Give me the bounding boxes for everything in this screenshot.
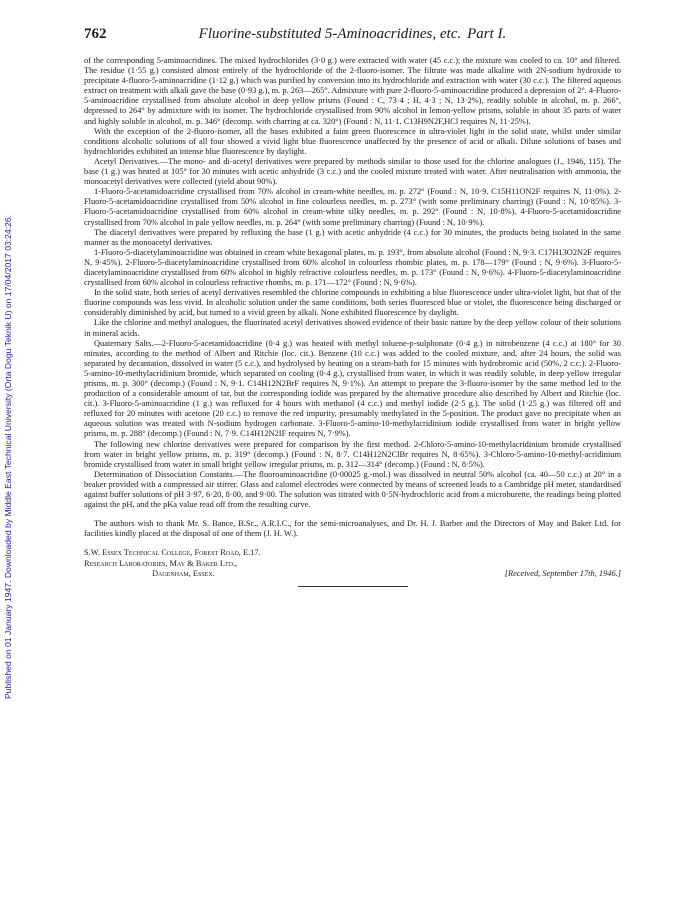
running-header [84,26,621,52]
paragraph: With the exception of the 2-fluoro-isomer, all the bases exhibited a faint green fluorescence in ultra-violet light in the solid state, whilst under similar conditions alcoholic solutions of all four showed a vivid light blue fluorescence unaffected by the presence of acid or alkali. Dilute solutions of bases and hydrochlorides exhibited an intense blue fluorescence by daylight. [84,126,621,156]
end-divider [298,586,408,587]
address-town: Dagenham, Essex. [152,569,215,578]
article-title: Fluorine-substituted 5-Aminoacridines, etc. [198,26,462,42]
paragraph: Acetyl Derivatives.—The mono- and di-acetyl derivatives were prepared by methods similar to those used for the chlorine analogues (J., 1946, 115). The base (1 g.) was heated at 105° for 30 minutes with acetic anhydride (3 c.c.) and the cooled mixture treated with water. After neutralisation with ammonia, the monoacetyl derivatives were collected (yield about 90%). [84,156,621,187]
paragraph: The following new chlorine derivatives were prepared for comparison by the first method. 2-Chloro-5-amino-10-methylacridinium bromide crystallised from water in bright yellow prisms, m. p. 319° (decomp.) (Found : N, 8·7. C14H12N2ClBr requires N, 8·65%). 3-Chloro-5-amino-10-methyl-acridinium bromide crystallised from water in small bright yellow irregular prisms, m. p. 312—314° (decomp.) (Found : N, 8·5%). [84,439,621,469]
address-line [84,548,621,558]
article-part: Part I. [467,26,507,42]
paragraph: Like the chlorine and methyl analogues, the fluorinated acetyl derivatives showed evidence of their basic nature by the deep yellow colour of their solutions in mineral acids. [84,318,621,338]
running-title [136,26,621,43]
download-notice: Published on 01 January 1947. Downloaded by Middle East Technical University (Orta Dogu Teknik U) on 17/04/2017 03:24:26. [3,214,13,699]
paragraph: 1-Fluoro-5-acetamidoacridine crystallised from 70% alcohol in cream-white needles, m. p. 272° (Found : N, 10·9. C15H11ON2F requires N, 11·0%). 2-Fluoro-5-acetamidoacridine crystallised from 50% alcohol in fine colourless needles, m. p. 273° (with some preliminary charring) (Found : N, 10·85%). 3-Fluoro-5-acetamidoacridine crystallised from 60% alcohol in cream-white silky needles, m. p. 292° (Found : N, 10·8%). 4-Fluoro-5-acetamidoacridine crystallised from 70% alcohol in pale yellow needles, m. p. 264° (with some preliminary charring) (Found : N, 10·9%). [84,187,621,227]
address-college: S.W. Essex Technical College, Forest Road, E.17. [84,548,261,558]
paragraph: of the corresponding 5-aminoacridines. The mixed hydrochlorides (3·0 g.) were extracted with water (45 c.c.); the mixture was cooled to ca. 10° and filtered. The residue (1·55 g.) consisted almost entirely of the hydrochloride of the 2-fluoro-isomer. The filtrate was made alkaline with 2N-sodium hydroxide to precipitate 4-fluoro-5-aminoacridine (1·12 g.) which was purified by conversion into its hydrochloride and extraction with water (30 c.c.). The filtered aqueous extract on treatment with alkali gave the base (0·93 g.), m. p. 263—265°. Admixture with pure 2-fluoro-5-aminoacridine produced a depression of 2°. 4-Fluoro-5-aminoacridine crystallised from absolute alcohol in deep yellow prisms (Found : C, 73·4 ; H, 4·3 ; N, 13·2%), readily soluble in alcohol, m. p. 266°, depressed to 264° by admixture with its isomer. The hydrochloride crystallised from 90% alcohol in lemon-yellow prisms, soluble in about 35 parts of water and highly soluble in alcohol, m. p. 346° (decomp. with charring at ca. 320°) (Found : N, 11·1. C13H9N2F,HCl requires N, 11·25%). [84,56,621,126]
address-line [84,569,621,579]
address-line [84,559,621,569]
paragraph: Determination of Dissociation Constants.—The fluoroaminoacridine (0·00025 g.-mol.) was dissolved in neutral 50% alcohol (ca. 40—50 c.c.) at 20° in a beaker provided with a compressed air stirrer. Glass and calomel electrodes were connected by means of screened leads to a Cambridge pH meter, standardised against buffer solutions of pH 3·97, 6·20, 8·00, and 9·00. The solution was titrated with 0·5N-hydrochloric acid from a microburette, the readings being plotted against the pH, and the pKa value read off from the resulting curve. [84,469,621,510]
page-number: 762 [84,26,107,42]
author-address [84,548,621,579]
paragraph: In the solid state, both series of acetyl derivatives resembled the chlorine compounds in exhibiting a blue fluorescence under ultra-violet light, but that of the fluorine compounds was less vivid. In alcoholic solution under the same conditions, both series fluoresced blue or violet, the fluorescence being discharged or considerably diminished by acid, but turned to a vivid green by alkali. None exhibited fluorescence by daylight. [84,288,621,318]
journal-page [84,26,621,587]
paragraph: Quaternary Salts.—2-Fluoro-5-acetamidoacridine (0·4 g.) was heated with methyl toluene-p-sulphonate (0·4 g.) in nitrobenzene (4 c.c.) at 180° for 30 minutes, according to the method of Albert and Ritchie (loc. cit.). Benzene (10 c.c.) was added to the cooled mixture, and, after 24 hours, the solid was separated by decantation, dissolved in water (5 c.c.), and hydrolysed by heating on a steam-bath for 15 minutes with hydrobromic acid (50%, 2 c.c.). 2-Fluoro-5-amino-10-methylacridinium bromide, which separated on cooling (0·4 g.), crystallised from water, in which it was readily soluble, in deep yellow irregular prisms, m. p. 300° (decomp.) (Found : N, 9·1. C14H12N2BrF requires N, 9·1%). An attempt to prepare the 3-fluoro-isomer by the same method led to the production of a considerable amount of tar, but the corresponding iodide was prepared by the alternative procedure also described by Albert and Ritchie (loc. cit.). 3-Fluoro-5-aminoacridine (1 g.) was refluxed for 4 hours with methanol (4 c.c.) and methyl iodide (2·5 g.). The solid (1·25 g.) was filtered off and refluxed for 20 minutes with acetone (20 c.c.) to remove the red impurity, presumably methylated in the 5-position. The product gave no precipitate when an aqueous solution was treated with N-sodium hydrogen carbonate. 3-Fluoro-5-amino-10-methylacridinium iodide crystallised from water in bright yellow prisms, m. p. 288° (decomp.) (Found : N, 7·9. C14H12N2IF requires N, 7·9%). [84,338,621,439]
acknowledgements: The authors wish to thank Mr. S. Bance, B.Sc., A.R.I.C., for the semi-microanalyses, and Dr. H. J. Barber and the Directors of May and Baker Ltd. for facilities kindly placed at the disposal of one of them (J. H. W.). [84,519,621,539]
article-body [84,56,621,539]
address-laboratory: Research Laboratories, May & Baker Ltd., [84,558,238,568]
received-date: [Received, September 17th, 1946.] [504,569,621,578]
download-watermark [0,0,16,913]
paragraph: The diacetyl derivatives were prepared by refluxing the base (1 g.) with acetic anhydride (4 c.c.) for 30 minutes, the products being isolated in the same manner as the monoacetyl derivatives. [84,227,621,247]
paragraph: 1-Fluoro-5-diacetylaminoacridine was obtained in cream white hexagonal plates, m. p. 193°, from absolute alcohol (Found : N, 9·3. C17H13O2N2F requires N, 9·45%). 2-Fluoro-5-diacetylaminoacridine crystallised from 60% alcohol in colourless rhombic plates, m. p. 178—179° (Found : N, 9·6%). 3-Fluoro-5-diacetylaminoacridine crystallised from 60% alcohol in highly refractive colourless needles, m. p. 173° (Found : N, 9·6%). 4-Fluoro-5-diacetylaminoacridine crystallised from 60% alcohol in colourless refractive rhombs, m. p. 171—172° (Found : N, 9·6%). [84,247,621,288]
